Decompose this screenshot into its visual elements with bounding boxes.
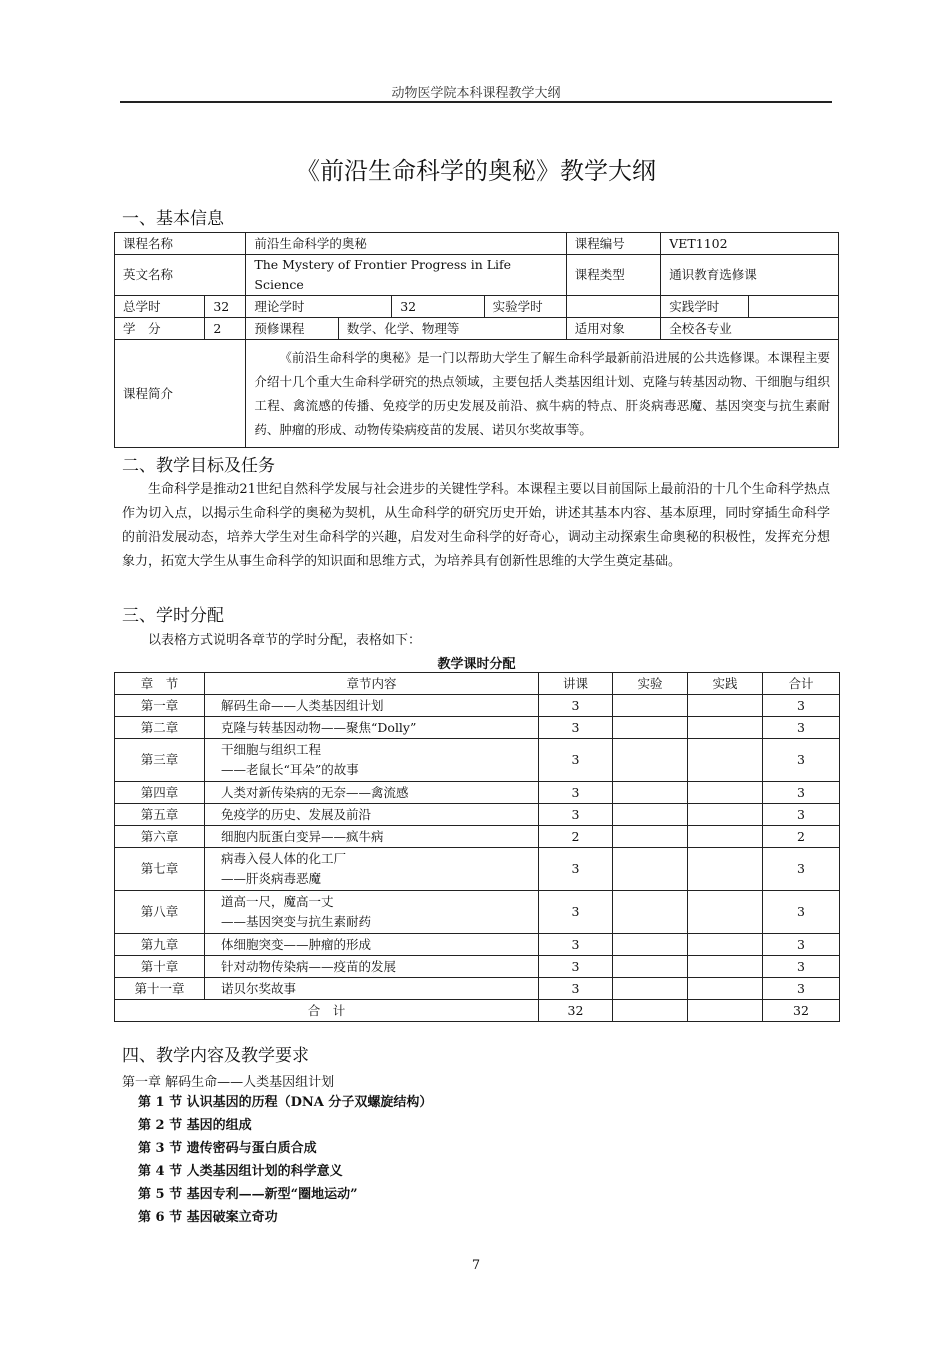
course-name-label: 课程名称 [115, 233, 246, 255]
section-item: 第 3 节 遗传密码与蛋白质合成 [138, 1141, 317, 1156]
table-row [115, 804, 840, 826]
lab-hours-value [566, 296, 660, 318]
chapter-cell: 第八章 [115, 891, 205, 934]
hours-table [114, 672, 840, 1022]
header-practice: 实践 [688, 673, 763, 695]
chapter-cell: 第十章 [115, 956, 205, 978]
chapter-content-line1: 针对动物传染病——疫苗的发展 [221, 958, 397, 974]
section-heading-basic-info: 一、基本信息 [122, 209, 224, 229]
lab-hours-cell [613, 739, 688, 782]
total-hours-cell: 3 [763, 934, 840, 956]
practice-hours-cell [688, 978, 763, 1000]
chapter-content-line1: 免疫学的历史、发展及前沿 [221, 806, 372, 822]
lab-hours-cell [613, 804, 688, 826]
practice-hours-cell [688, 717, 763, 739]
table-row [115, 978, 840, 1000]
chapter-content-line1: 解码生命——人类基因组计划 [221, 697, 384, 713]
table-row [115, 956, 840, 978]
chapter-content-line1: 诺贝尔奖故事 [221, 980, 297, 996]
lab-hours-cell [613, 934, 688, 956]
header-content: 章节内容 [205, 673, 539, 695]
lab-hours-cell [613, 956, 688, 978]
chapter-content-cell [205, 848, 539, 891]
lecture-hours-cell: 3 [539, 695, 613, 717]
table-row [115, 848, 840, 891]
theory-hours-label: 理论学时 [246, 296, 392, 318]
header-lecture: 讲课 [539, 673, 613, 695]
total-hours-cell: 3 [763, 695, 840, 717]
total-hours-cell: 3 [763, 956, 840, 978]
theory-hours-value: 32 [392, 296, 484, 318]
lecture-hours-cell: 3 [539, 739, 613, 782]
practice-hours-cell [688, 891, 763, 934]
chapter-cell: 第五章 [115, 804, 205, 826]
lecture-hours-cell: 3 [539, 956, 613, 978]
english-name-label: 英文名称 [115, 255, 246, 296]
section-heading-hours: 三、学时分配 [122, 606, 224, 626]
lab-hours-cell [613, 782, 688, 804]
lecture-hours-cell: 3 [539, 804, 613, 826]
chapter-content-cell [205, 717, 539, 739]
chapter-content-cell [205, 826, 539, 848]
lab-hours-cell [613, 826, 688, 848]
lecture-hours-cell: 3 [539, 934, 613, 956]
practice-hours-cell [688, 804, 763, 826]
total-lab [613, 1000, 688, 1022]
chapter-content-line1: 病毒入侵人体的化工厂 [221, 851, 347, 866]
credits-value: 2 [205, 318, 246, 340]
table-row [115, 826, 840, 848]
practice-hours-cell [688, 848, 763, 891]
chapter-content-line1: 人类对新传染病的无奈——禽流感 [221, 784, 409, 800]
chapter-cell: 第二章 [115, 717, 205, 739]
goals-paragraph: 生命科学是推动21世纪自然科学发展与社会进步的关键性学科。本课程主要以目前国际上最前沿的十几个生命科学热点作为切入点，以揭示生命科学的奥秘为契机，从生命科学的研究历史开始，讲述其基本内容、基本原理，同时穿插生命科学的前沿发展动态，培养大学生对生命科学的兴趣，启发对生命科学的好奇心，调动主动探索生命奥秘的积极性，发挥充分想象力，拓宽大学生从事生命科学的知识面和思维方式，为培养具有创新性思维的大学生奠定基础。 [122, 482, 830, 569]
practice-hours-value [748, 296, 838, 318]
hours-total-row [115, 1000, 840, 1022]
lecture-hours-cell: 3 [539, 848, 613, 891]
total-label: 合 计 [115, 1000, 539, 1022]
header-divider [120, 101, 832, 103]
practice-hours-cell [688, 695, 763, 717]
lecture-hours-cell: 3 [539, 891, 613, 934]
intro-text: 《前沿生命科学的奥秘》是一门以帮助大学生了解生命科学最新前沿进展的公共选修课。本课程主要介绍十几个重大生命科学研究的热点领域，主要包括人类基因组计划、克隆与转基因动物、干细胞与组织工程、禽流感的传播、免疫学的历史发展及前沿、疯牛病的特点、肝炎病毒恶魔、基因突变与抗生素耐药、肿瘤的形成、动物传染病疫苗的发展、诺贝尔奖故事等。 [246, 340, 839, 448]
section-heading-content: 四、教学内容及教学要求 [122, 1046, 309, 1066]
lecture-hours-cell: 3 [539, 978, 613, 1000]
table-row [115, 695, 840, 717]
total-hours-cell: 3 [763, 782, 840, 804]
total-hours-cell: 3 [763, 804, 840, 826]
audience-label: 适用对象 [566, 318, 660, 340]
practice-hours-label: 实践学时 [661, 296, 748, 318]
chapter-cell: 第一章 [115, 695, 205, 717]
section-heading-goals: 二、教学目标及任务 [122, 456, 275, 476]
chapter-content-cell [205, 695, 539, 717]
chapter-cell: 第七章 [115, 848, 205, 891]
total-hours-cell: 3 [763, 891, 840, 934]
basic-info-table [114, 232, 839, 448]
lecture-hours-cell: 2 [539, 826, 613, 848]
chapter-content-cell [205, 891, 539, 934]
chapter-content-cell [205, 934, 539, 956]
table-row [115, 934, 840, 956]
total-hours-label: 总学时 [115, 296, 205, 318]
running-header: 动物医学院本科课程教学大纲 [391, 86, 561, 101]
practice-hours-cell [688, 956, 763, 978]
chapter-content-line2: ——老鼠长“耳朵”的故事 [221, 762, 359, 777]
course-name-value: 前沿生命科学的奥秘 [246, 233, 566, 255]
header-chapter: 章 节 [115, 673, 205, 695]
chapter-content-cell [205, 804, 539, 826]
chapter-cell: 第四章 [115, 782, 205, 804]
lab-hours-cell [613, 717, 688, 739]
section-item: 第 2 节 基因的组成 [138, 1118, 252, 1133]
practice-hours-cell [688, 934, 763, 956]
lecture-hours-cell: 3 [539, 782, 613, 804]
chapter-content-line1: 道高一尺，魔高一丈 [221, 894, 334, 909]
table-row [115, 739, 840, 782]
header-total: 合计 [763, 673, 840, 695]
course-type-value: 通识教育选修课 [661, 255, 839, 296]
section-item: 第 6 节 基因破案立奇功 [138, 1210, 278, 1225]
course-type-label: 课程类型 [566, 255, 660, 296]
lab-hours-cell [613, 891, 688, 934]
chapter-content-line1: 干细胞与组织工程 [221, 742, 322, 757]
chapter-1-title: 第一章 解码生命——人类基因组计划 [122, 1075, 335, 1090]
chapter-content-cell [205, 739, 539, 782]
total-hours-cell: 3 [763, 739, 840, 782]
section-item: 第 4 节 人类基因组计划的科学意义 [138, 1164, 343, 1179]
table-row [115, 782, 840, 804]
english-name-value: The Mystery of Frontier Progress in Life Science [246, 255, 566, 296]
total-hours-cell: 3 [763, 978, 840, 1000]
lab-hours-cell [613, 978, 688, 1000]
chapter-cell: 第九章 [115, 934, 205, 956]
page-number: 7 [471, 1258, 481, 1273]
prereq-value: 数学、化学、物理等 [338, 318, 566, 340]
total-hours-cell: 3 [763, 848, 840, 891]
chapter-1-section-list [138, 1091, 432, 1229]
chapter-content-cell [205, 782, 539, 804]
practice-hours-cell [688, 739, 763, 782]
course-code-value: VET1102 [661, 233, 839, 255]
credits-label: 学 分 [115, 318, 205, 340]
hours-table-caption: 教学课时分配 [437, 657, 516, 672]
table-row [115, 891, 840, 934]
total-hours-cell: 3 [763, 717, 840, 739]
section-item: 第 5 节 基因专利——新型“圈地运动” [138, 1187, 358, 1202]
practice-hours-cell [688, 826, 763, 848]
chapter-content-line1: 克隆与转基因动物——聚焦“Dolly” [221, 719, 417, 735]
header-lab: 实验 [613, 673, 688, 695]
hours-header-row [115, 673, 840, 695]
chapter-content-line2: ——基因突变与抗生素耐药 [221, 914, 372, 929]
audience-value: 全校各专业 [661, 318, 839, 340]
hours-intro: 以表格方式说明各章节的学时分配，表格如下： [148, 633, 422, 648]
lab-hours-label: 实验学时 [484, 296, 566, 318]
total-hours-cell: 2 [763, 826, 840, 848]
chapter-content-line1: 体细胞突变——肿瘤的形成 [221, 936, 372, 952]
table-row [115, 717, 840, 739]
lab-hours-cell [613, 848, 688, 891]
practice-hours-cell [688, 782, 763, 804]
total-lecture: 32 [539, 1000, 613, 1022]
total-practice [688, 1000, 763, 1022]
lab-hours-cell [613, 695, 688, 717]
chapter-content-line1: 细胞内朊蛋白变异——疯牛病 [221, 828, 384, 844]
section-item: 第 1 节 认识基因的历程（DNA 分子双螺旋结构） [138, 1095, 433, 1110]
chapter-content-line2: ——肝炎病毒恶魔 [221, 871, 322, 886]
chapter-cell: 第三章 [115, 739, 205, 782]
chapter-cell: 第六章 [115, 826, 205, 848]
chapter-cell: 第十一章 [115, 978, 205, 1000]
course-code-label: 课程编号 [566, 233, 660, 255]
prereq-label: 预修课程 [246, 318, 338, 340]
chapter-content-cell [205, 978, 539, 1000]
document-title: 《前沿生命科学的奥秘》教学大纲 [296, 157, 656, 185]
total-total: 32 [763, 1000, 840, 1022]
lecture-hours-cell: 3 [539, 717, 613, 739]
chapter-content-cell [205, 956, 539, 978]
total-hours-value: 32 [205, 296, 246, 318]
intro-label: 课程简介 [115, 340, 246, 448]
